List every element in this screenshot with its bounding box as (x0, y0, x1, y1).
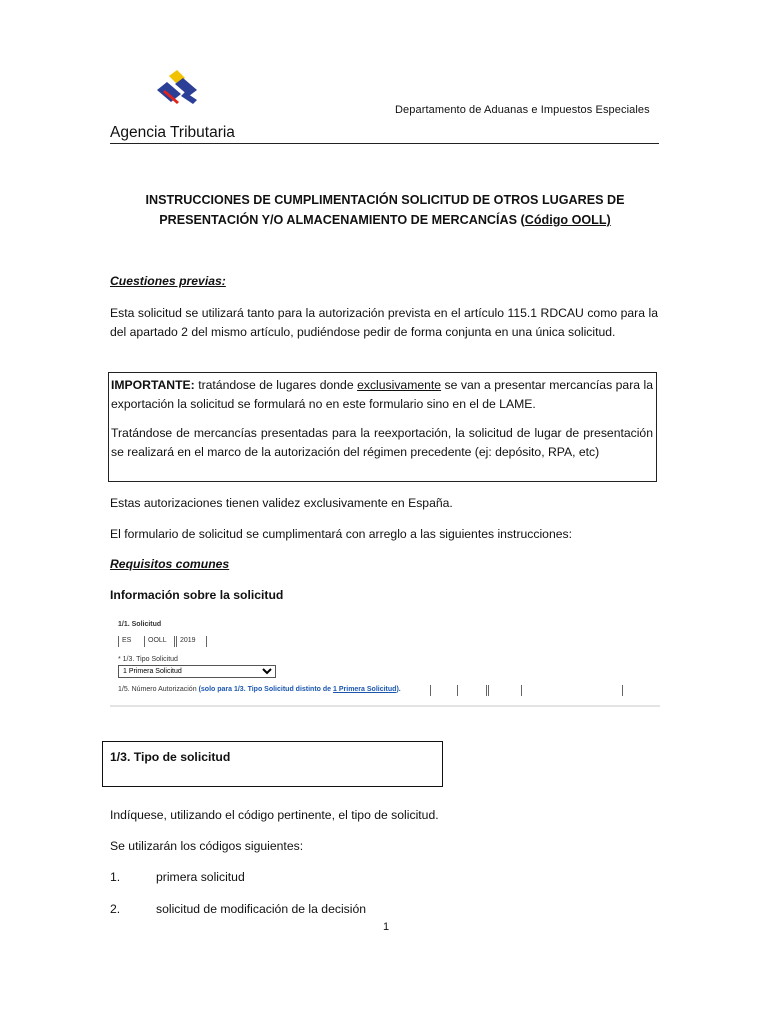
previas-paragraph: Esta solicitud se utilizará tanto para la autorización prevista en el artículo 115.1 RDCAU como para la del apartado 2 del mismo artículo, pudiéndose pedir de forma conjunta en una única solicitud. (110, 306, 658, 339)
form-numero-cell-1 (430, 685, 431, 696)
form-section-label: 1/1. Solicitud (118, 621, 162, 628)
form-numero-note-a: (solo para 1/3. Tipo Solicitud distinto de (198, 686, 334, 693)
department-name: Departamento de Aduanas e Impuestos Especiales (395, 104, 650, 116)
form-cell-4-border (206, 636, 207, 647)
document-title (112, 190, 658, 230)
important-underlined: exclusivamente (357, 378, 442, 392)
important-box (108, 372, 657, 482)
requisitos-heading: Requisitos comunes (110, 557, 230, 571)
tipo-solicitud-heading-box (102, 741, 443, 787)
form-numero-cell-5 (622, 685, 623, 696)
code-item-num: 1. (110, 870, 121, 884)
codes-intro: Se utilizarán los códigos siguientes: (110, 839, 304, 853)
previas-heading: Cuestiones previas: (110, 274, 226, 288)
tipo-solicitud-heading: 1/3. Tipo de solicitud (110, 750, 231, 764)
form-numero-cell-3 (486, 685, 487, 696)
form-numero-row (118, 686, 401, 693)
form-cell-year: 2019 (180, 637, 196, 644)
code-item-text: primera solicitud (156, 870, 245, 884)
agencia-tributaria-logo-icon (155, 70, 199, 106)
form-cell-3-border (174, 636, 175, 647)
header-divider (110, 143, 659, 144)
important-paragraph (109, 376, 653, 414)
form-cell-2-border (144, 636, 145, 647)
agency-name: Agencia Tributaria (110, 124, 235, 141)
page-number: 1 (383, 921, 390, 933)
important-text-a: tratándose de lugares donde (194, 378, 358, 392)
tipo-indication: Indíquese, utilizando el código pertinente, el tipo de solicitud. (110, 808, 439, 822)
title-line-1: INSTRUCCIONES DE CUMPLIMENTACIÓN SOLICITUD DE OTROS LUGARES DE (145, 193, 625, 207)
form-tipo-label: * 1/3. Tipo Solicitud (118, 656, 178, 663)
form-numero-label: 1/5. Número Autorización (118, 686, 197, 693)
form-cell-country: ES (122, 637, 132, 644)
title-line-2-text: PRESENTACIÓN Y/O ALMACENAMIENTO DE MERCANCÍAS ( (159, 213, 525, 227)
form-numero-note-link[interactable]: 1 Primera Solicitud (333, 686, 397, 693)
form-screenshot (110, 615, 660, 709)
title-line-2 (112, 210, 658, 230)
form-numero-cell-2 (457, 685, 458, 696)
reexport-paragraph: Tratándose de mercancías presentadas para la reexportación, la solicitud de lugar de presentación se realizará en el marco de la autorización del régimen precedente (ej: depósito, RPA, etc) (111, 426, 653, 459)
form-instructions-paragraph: El formulario de solicitud se cumplimentará con arreglo a las siguientes instrucciones: (110, 527, 572, 541)
form-bottom-shadow (110, 705, 660, 707)
form-numero-cell-3b (488, 685, 489, 696)
form-numero-note-b: ). (396, 686, 401, 693)
validity-paragraph: Estas autorizaciones tienen validez exclusivamente en España. (110, 496, 453, 510)
code-item-text: solicitud de modificación de la decisión (156, 902, 367, 916)
form-cell-1-border (118, 636, 119, 647)
title-code: Código OOLL) (524, 213, 611, 227)
important-text-b: se van a presentar mercancías para la exportación la solicitud se formulará no en este formulario sino en el de LAME. (111, 378, 653, 411)
form-tipo-select[interactable] (118, 665, 276, 678)
form-cell-type: OOLL (148, 637, 167, 644)
form-cell-3-border-b (176, 636, 177, 647)
important-label: IMPORTANTE: (111, 378, 195, 392)
form-numero-cell-4 (521, 685, 522, 696)
code-item-num: 2. (110, 902, 121, 916)
info-heading: Información sobre la solicitud (110, 588, 284, 602)
